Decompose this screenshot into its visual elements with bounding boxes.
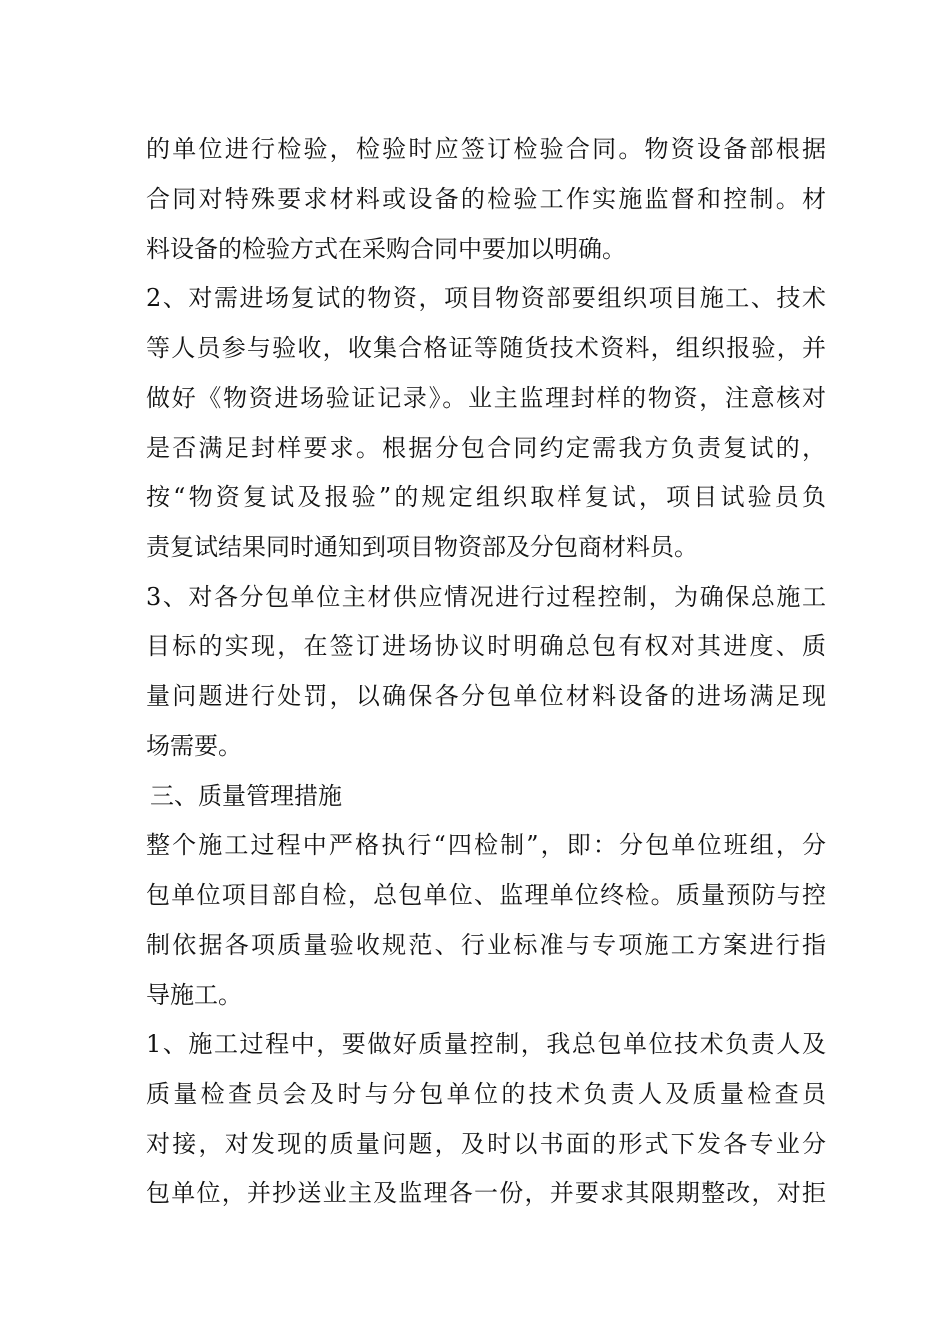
- text-line: 2、对需进场复试的物资，项目物资部要组织项目施工、技术: [146, 284, 826, 312]
- text-line: 制依据各项质量验收规范、行业标准与专项施工方案进行指: [146, 931, 826, 959]
- text-line: 料设备的检验方式在采购合同中要加以明确。: [146, 235, 626, 263]
- text-line: 是否满足封样要求。根据分包合同约定需我方负责复试的，: [146, 434, 826, 462]
- text-line: 责复试结果同时通知到项目物资部及分包商材料员。: [146, 533, 698, 561]
- text-line: 目标的实现，在签订进场协议时明确总包有权对其进度、质: [146, 632, 826, 660]
- text-line: 质量检查员会及时与分包单位的技术负责人及质量检查员: [146, 1080, 826, 1108]
- text-line: 做好《物资进场验证记录》。业主监理封样的物资，注意核对: [146, 384, 826, 412]
- text-line: 1、施工过程中，要做好质量控制，我总包单位技术负责人及: [146, 1030, 826, 1058]
- text-line: 的单位进行检验，检验时应签订检验合同。物资设备部根据: [146, 135, 826, 163]
- text-line: 等人员参与验收，收集合格证等随货技术资料，组织报验，并: [146, 334, 826, 362]
- text-line: 合同对特殊要求材料或设备的检验工作实施监督和控制。材: [146, 185, 826, 213]
- text-line: 包单位，并抄送业主及监理各一份，并要求其限期整改，对拒: [146, 1179, 826, 1207]
- text-line: 3、对各分包单位主材供应情况进行过程控制，为确保总施工: [146, 583, 826, 611]
- text-line: 整个施工过程中严格执行“四检制”，即：分包单位班组，分: [146, 831, 826, 859]
- text-line: 包单位项目部自检，总包单位、监理单位终检。质量预防与控: [146, 881, 826, 909]
- section-heading: 三、质量管理措施: [150, 782, 342, 810]
- text-line: 场需要。: [146, 732, 242, 760]
- text-line: 量问题进行处罚，以确保各分包单位材料设备的进场满足现: [146, 682, 826, 710]
- text-line: 对接，对发现的质量问题，及时以书面的形式下发各专业分: [146, 1130, 826, 1158]
- text-line: 按“物资复试及报验”的规定组织取样复试，项目试验员负: [146, 483, 826, 511]
- text-line: 导施工。: [146, 981, 242, 1009]
